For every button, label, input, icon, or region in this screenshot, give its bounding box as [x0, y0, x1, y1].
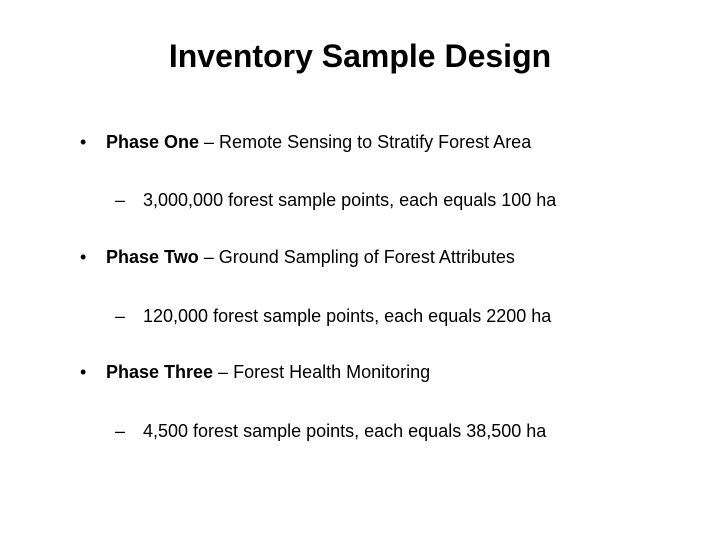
- bullet-lead: Phase One: [106, 132, 200, 152]
- sub-bullet-text: 4,500 forest sample points, each equals 38,500 ha: [143, 421, 547, 441]
- sub-bullet-text: 120,000 forest sample points, each equals 2200 ha: [143, 306, 552, 326]
- bullet-text: – Remote Sensing to Stratify Forest Area: [199, 132, 532, 152]
- bullet-icon: •: [80, 132, 87, 152]
- dash-icon: –: [115, 421, 126, 441]
- bullet-phase-two: [80, 246, 515, 268]
- dash-icon: –: [115, 190, 126, 210]
- bullet-phase-three: [80, 361, 430, 383]
- slide-title: Inventory Sample Design: [168, 38, 552, 74]
- bullet-text: – Forest Health Monitoring: [213, 362, 431, 382]
- bullet-icon: •: [80, 247, 87, 267]
- bullet-lead: Phase Three: [106, 362, 214, 382]
- bullet-phase-one: [80, 131, 531, 153]
- bullet-lead: Phase Two: [106, 247, 199, 267]
- bullet-icon: •: [80, 362, 87, 382]
- sub-bullet-text: 3,000,000 forest sample points, each equals 100 ha: [143, 190, 557, 210]
- dash-icon: –: [115, 306, 126, 326]
- sub-bullet-phase-one: [115, 189, 556, 211]
- sub-bullet-phase-three: [115, 420, 546, 442]
- sub-bullet-phase-two: [115, 305, 551, 327]
- bullet-text: – Ground Sampling of Forest Attributes: [198, 247, 515, 267]
